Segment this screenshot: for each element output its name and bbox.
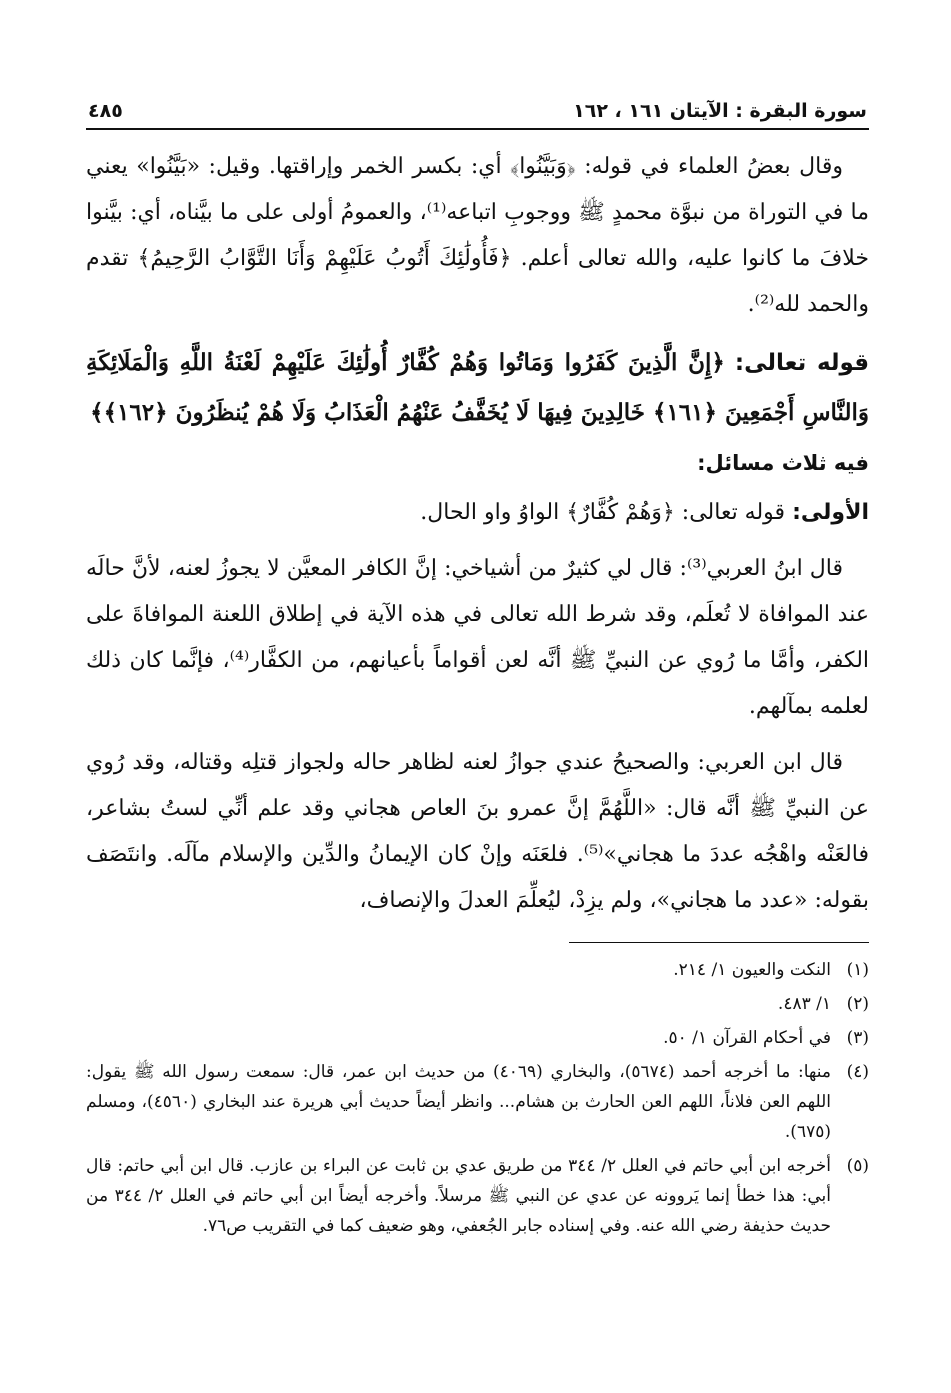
first-issue xyxy=(86,490,869,536)
footnote-text: في أحكام القرآن ١/ ٥٠. xyxy=(663,1028,831,1048)
footnote-text: ١/ ٤٨٣. xyxy=(777,994,831,1014)
footnotes xyxy=(86,955,869,1241)
first-issue-label: الأولى: xyxy=(792,500,869,525)
footnote xyxy=(86,955,869,985)
footnote-text: أخرجه ابن أبي حاتم في العلل ٢/ ٣٤٤ من طريق عدي بن ثابت عن البراء بن عازب. قال ابن أبي حاتم: قال أبي: هذا خطأ إنما يَروونه عن عدي عن النبي ﷺ مرسلاً. وأخرجه أيضاً ابن أبي حاتم في العلل ٢/ ٣٤٤ من حديث حذيفة رضي الله عنه. وفي إسناده جابر الجُعفي، وهو ضعيف كما في التقريب ص٧٦. xyxy=(86,1156,831,1236)
footnote-number: (٤) xyxy=(846,1062,869,1082)
footnote-number: (٥) xyxy=(846,1156,869,1176)
footnote-text: منها: ما أخرجه أحمد (٥٦٧٤)، والبخاري (٤٠٦٩) من حديث ابن عمر، قال: سمعت رسول الله ﷺ يقول: اللهم العن فلاناً، اللهم العن الحارث بن هشام... وانظر أيضاً حديث أبي هريرة عند البخاري (٤٥٦٠)، ومسلم (٦٧٥). xyxy=(86,1062,831,1142)
footnote-text: النكت والعيون ١/ ٢١٤. xyxy=(673,960,831,980)
verse-block xyxy=(86,338,869,438)
first-issue-text: قوله تعالى: ﴿وَهُمْ كُفَّارٌ﴾ الواوُ واو الحال. xyxy=(420,500,786,525)
footnote xyxy=(86,1023,869,1053)
footnote-number: (٢) xyxy=(846,994,869,1014)
main-text xyxy=(86,144,869,924)
footnote-number: (٣) xyxy=(846,1028,869,1048)
page-number: ٤٨٥ xyxy=(88,100,123,122)
verse-label: قوله تعالى: xyxy=(734,350,870,376)
surah-title: سورة البقرة : الآيتان ١٦١ ، ١٦٢ xyxy=(573,100,867,122)
footnote xyxy=(86,989,869,1019)
paragraph: قال ابنُ العربي⁽³⁾: قال لي كثيرٌ من أشياخي: إنَّ الكافر المعيَّن لا يجوزُ لعنه، لأنَّ حالَه عند الموافاة لا تُعلَم، وقد شرط الله تعالى في هذه الآية في إطلاق اللعنة الموافاةَ على الكفر، وأمَّا ما رُوي عن النبيِّ ﷺ أنَّه لعن أقواماً بأعيانهم، من الكفَّار⁽⁴⁾، فإنَّما كان ذلك لعلمه بمآلهم. xyxy=(86,556,870,719)
paragraph: قال ابن العربي: والصحيحُ عندي جوازُ لعنه لظاهر حاله ولجواز قتلِه وقتاله، وقد رُوي عن النبيِّ ﷺ أنَّه قال: «اللَّهُمَّ إنَّ عمرو بنَ العاص هجاني وقد علم أنِّي لستُ بشاعر، فالعَنْه واهْجُه عددَ ما هجاني»⁽⁵⁾. فلعَنَه وإنْ كان الإيمانُ والدِّين والإسلام مآلَه. وانتَصَف بقوله: «عدد ما هجاني»، ولم يزِدْ، ليُعلِّمَ العدلَ والإنصاف، xyxy=(86,750,869,913)
footnote xyxy=(86,1151,869,1241)
masail-heading: فيه ثلاث مسائل: xyxy=(697,451,869,475)
footnote-divider xyxy=(569,942,869,943)
verse-text: ﴿إِنَّ الَّذِينَ كَفَرُوا وَمَاتُوا وَهُمْ كُفَّارٌ أُولَٰئِكَ عَلَيْهِمْ لَعْنَةُ اللَّهِ وَالْمَلَائِكَةِ وَالنَّاسِ أَجْمَعِينَ ﴿١٦١﴾ خَالِدِينَ فِيهَا لَا يُخَفَّفُ عَنْهُمُ الْعَذَابُ وَلَا هُمْ يُنظَرُونَ ﴿١٦٢﴾﴾ xyxy=(86,349,869,426)
page-header xyxy=(86,88,869,130)
footnote-number: (١) xyxy=(846,960,869,980)
footnote xyxy=(86,1057,869,1147)
paragraph: وقال بعضُ العلماء في قوله: ﴿وَبَيَّنُوا﴾ أي: بكسر الخمر وإراقتها. وقيل: «بَيَّنُوا» يعني ما في التوراة من نبوَّة محمدٍ ﷺ ووجوبِ اتباعه⁽¹⁾، والعمومُ أولى على ما بيَّناه، أي: بيَّنوا خلافَ ما كانوا عليه، والله تعالى أعلم. ﴿فَأُولَٰئِكَ أَتُوبُ عَلَيْهِمْ وَأَنَا التَّوَّابُ الرَّحِيمُ﴾ تقدم والحمد لله⁽²⁾. xyxy=(86,154,869,317)
